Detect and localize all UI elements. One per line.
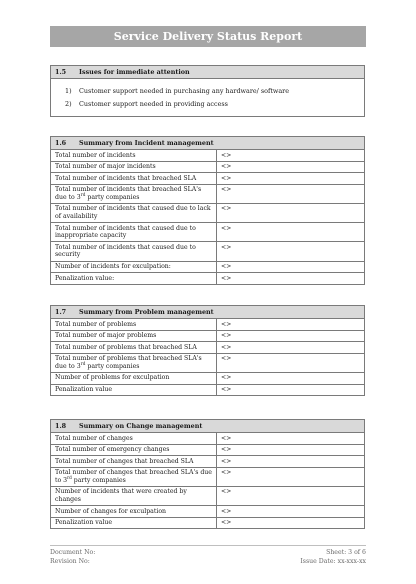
list-item: [65, 84, 364, 97]
table-row: [51, 517, 364, 528]
sheet-number: Sheet: 3 of 6: [326, 549, 366, 556]
row-label: Total number of problems that breached SLA: [51, 342, 217, 354]
row-label: Penalization value:: [51, 273, 217, 284]
table-row: [51, 444, 364, 456]
row-label: Number of changes for exculpation: [51, 506, 217, 518]
row-label: [51, 353, 217, 372]
change-table: [51, 433, 364, 528]
row-value: <>: [217, 372, 365, 384]
table-row: [51, 372, 364, 384]
list-item-number: 1): [65, 86, 72, 95]
table-row: [51, 319, 364, 330]
table-row: [51, 242, 364, 261]
ordinal-suffix: rd: [80, 360, 86, 366]
row-value: <>: [217, 223, 365, 242]
footer-divider: [50, 545, 366, 546]
row-label: Total number of incidents that caused due to lack of availability: [51, 203, 217, 222]
report-title: Service Delivery Status Report: [50, 26, 366, 47]
row-label: Number of incidents for exculpation:: [51, 261, 217, 273]
row-value: <>: [217, 161, 365, 173]
section-heading: Summary on Change management: [79, 422, 203, 430]
table-row: [51, 506, 364, 518]
list-item-text: Customer support needed in purchasing any hardware/ software: [79, 86, 290, 95]
list-item: [65, 97, 364, 110]
row-label: Total number of incidents: [51, 150, 217, 161]
row-label-text: party companies: [85, 362, 140, 370]
row-label-text: party companies: [71, 476, 126, 484]
section-incident-summary: [50, 136, 365, 285]
row-label-text: Total number of problems that breached SLA's due to 3: [55, 355, 202, 370]
row-label: Total number of changes: [51, 433, 217, 444]
row-value: <>: [217, 173, 365, 185]
section-change-summary: [50, 419, 365, 529]
table-row: [51, 456, 364, 468]
row-value: <>: [217, 273, 365, 284]
table-row: [51, 203, 364, 222]
section-number: 1.6: [55, 139, 67, 147]
document-number: Document No:: [50, 549, 96, 556]
section-issues: [50, 65, 365, 117]
row-label-text: Total number of incidents that breached SLA's due to 3: [55, 186, 202, 201]
issue-date: Issue Date: xx-xxx-xx: [300, 558, 366, 565]
row-label: Penalization value: [51, 384, 217, 395]
row-value: <>: [217, 444, 365, 456]
revision-number: Revision No:: [50, 558, 90, 565]
section-problem-summary: [50, 305, 365, 396]
section-issues-header: [51, 66, 364, 79]
row-value: <>: [217, 184, 365, 203]
list-item-number: 2): [65, 99, 72, 108]
row-value: <>: [217, 242, 365, 261]
issue-list: [51, 79, 364, 116]
row-value: <>: [217, 384, 365, 395]
row-value: <>: [217, 467, 365, 486]
table-row: [51, 342, 364, 354]
table-row: [51, 161, 364, 173]
row-value: <>: [217, 261, 365, 273]
row-label: [51, 467, 217, 486]
row-label: Penalization value: [51, 517, 217, 528]
problem-table: [51, 319, 364, 395]
row-value: <>: [217, 330, 365, 342]
table-row: [51, 353, 364, 372]
ordinal-suffix: rd: [80, 191, 86, 197]
section-heading: Summary from Incident management: [79, 139, 214, 147]
section-number: 1.7: [55, 308, 67, 316]
table-row: [51, 261, 364, 273]
row-label: Number of problems for exculpation: [51, 372, 217, 384]
table-row: [51, 150, 364, 161]
section-number: 1.5: [55, 68, 67, 76]
row-label: Total number of incidents that caused due to security: [51, 242, 217, 261]
row-value: <>: [221, 151, 232, 159]
row-value: <>: [217, 342, 365, 354]
row-value: <>: [217, 203, 365, 222]
table-row: [51, 273, 364, 284]
row-value: <>: [217, 456, 365, 468]
row-label: Total number of emergency changes: [51, 444, 217, 456]
row-label: Total number of incidents that caused due to inappropriate capacity: [51, 223, 217, 242]
row-value: <>: [217, 353, 365, 372]
section-heading: Summary from Problem management: [79, 308, 214, 316]
table-row: [51, 173, 364, 185]
row-value: <>: [217, 506, 365, 518]
table-row: [51, 433, 364, 444]
row-label: Total number of incidents that breached SLA: [51, 173, 217, 185]
row-label: [51, 184, 217, 203]
section-number: 1.8: [55, 422, 67, 430]
row-label: Total number of problems: [51, 319, 217, 330]
row-label-text: Total number of changes that breached SLA's due to 3: [55, 469, 212, 484]
section-incident-header: [51, 137, 364, 150]
section-heading: Issues for immediate attention: [79, 68, 190, 76]
table-row: [51, 223, 364, 242]
incident-table: [51, 150, 364, 284]
list-item-text: Customer support needed in providing access: [79, 99, 228, 108]
row-label-text: party companies: [85, 193, 140, 201]
table-row: [51, 330, 364, 342]
row-label: Total number of changes that breached SLA: [51, 456, 217, 468]
table-row: [51, 486, 364, 505]
row-label: Number of incidents that were created by changes: [51, 486, 217, 505]
row-value: <>: [217, 486, 365, 505]
table-row: [51, 184, 364, 203]
row-value: <>: [221, 320, 232, 328]
table-row: [51, 467, 364, 486]
row-value: <>: [217, 517, 365, 528]
row-label: Total number of major problems: [51, 330, 217, 342]
table-row: [51, 384, 364, 395]
section-change-header: [51, 420, 364, 433]
section-problem-header: [51, 306, 364, 319]
row-value: <>: [221, 434, 232, 442]
ordinal-suffix: rd: [67, 474, 72, 480]
row-label: Total number of major incidents: [51, 161, 217, 173]
